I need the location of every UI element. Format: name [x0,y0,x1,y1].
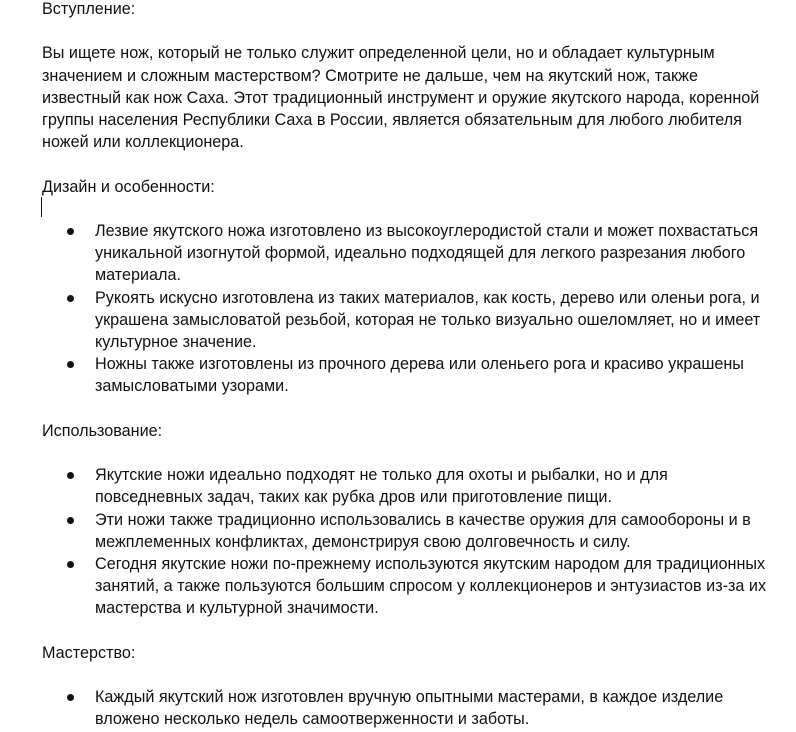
list-item-text: Каждый якутский нож изготовлен вручную опытными мастерами, в каждое изделие вложено несколько недель самоотверженности и заботы. [95,688,724,729]
usage-list [42,464,772,619]
text-cursor [41,197,42,217]
list-item [42,509,772,553]
list-item-text: Сегодня якутские ножи по-прежнему используются якутским народом для традиционных занятий, а также пользуются большим спросом у коллекционеров и энтузиастов из-за их мастерства и культурной значимости. [95,555,767,618]
blank-line [42,20,772,42]
list-item-text: Ножны также изготовлены из прочного дерева или оленьего рога и красиво украшены замысловатыми узорами. [95,355,744,396]
bullet-icon [67,517,74,524]
list-item [42,686,772,730]
blank-line [42,153,772,175]
design-heading: Дизайн и особенности: [42,177,215,196]
list-item [42,220,772,287]
craft-heading: Мастерство: [42,643,136,662]
blank-line [42,620,772,642]
list-item-text: Лезвие якутского ножа изготовлено из высокоуглеродистой стали и может похвастаться уникальной изогнутой формой, идеально подходящей для легкого разрезания любого материала. [95,221,759,285]
blank-line [42,198,772,220]
list-item [42,287,772,354]
document-body[interactable] [42,0,772,731]
blank-line [42,398,772,420]
blank-line [42,442,772,464]
list-item-text: Якутские ножи идеально подходят не только для охоты и рыбалки, но и для повседневных задач, таких как рубка дров или приготовление пищи. [95,466,668,507]
design-list [42,220,772,398]
list-item-text: Эти ножи также традиционно использовались в качестве оружия для самообороны и в межплеменных конфликтах, демонстрируя свою долговечность и силу. [95,510,751,551]
list-item [42,553,772,620]
bullet-icon [67,295,74,302]
bullet-icon [67,561,74,568]
list-item [42,464,772,508]
bullet-icon [67,361,74,368]
bullet-icon [67,228,74,235]
bullet-icon [67,694,74,701]
usage-heading: Использование: [42,421,163,440]
intro-paragraph: Вы ищете нож, который не только служит определенной цели, но и обладает культурным значением и сложным мастерством? Смотрите не дальше, чем на якутский нож, также известный как нож Саха. Этот традиционный инструмент и оружие якутского народа, коренной группы населения Республики Саха в России, является обязательным для любого любителя ножей или коллекционера. [42,44,760,152]
blank-line [42,664,772,686]
list-item [42,353,772,397]
intro-heading: Вступление: [42,0,136,18]
list-item-text: Рукоять искусно изготовлена из таких материалов, как кость, дерево или оленьи рога, и украшена замысловатой резьбой, которая не только визуально ошеломляет, но и имеет культурное значение. [95,288,761,351]
bullet-icon [67,472,74,479]
craft-list [42,686,772,730]
